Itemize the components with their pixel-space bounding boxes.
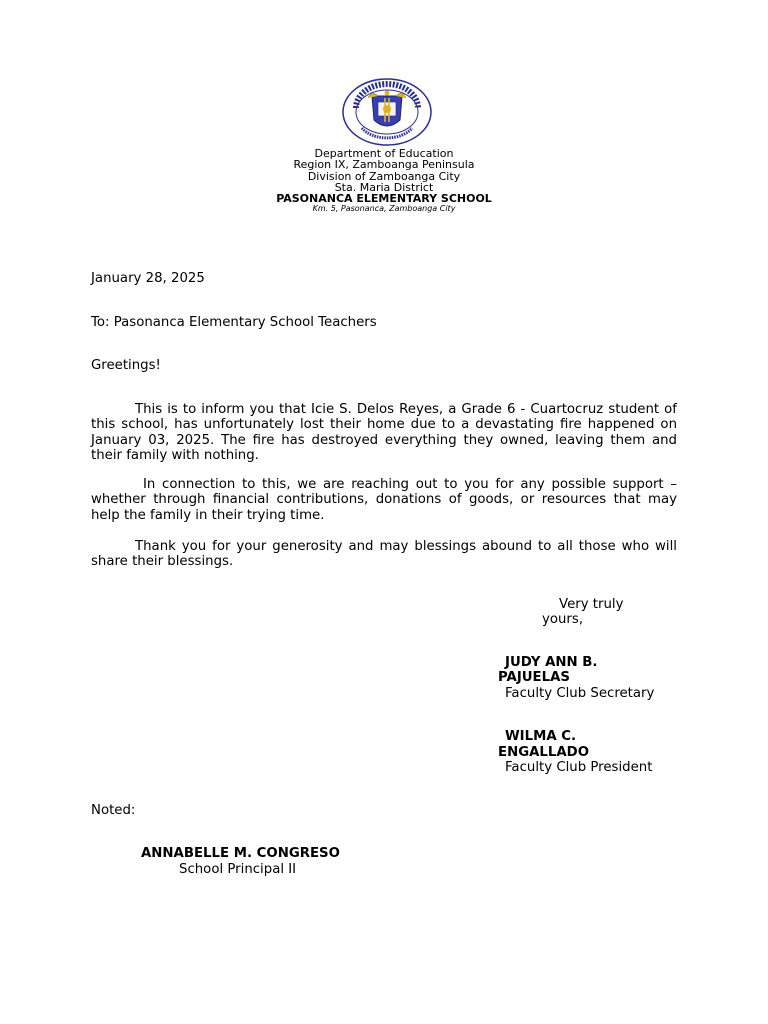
signatory-1-name-line-1: JUDY ANN B. bbox=[505, 655, 598, 670]
paragraph-appeal: In connection to this, we are reaching out to you for any possible support – whether through financial contributions, donations of goods, or resources that may help the family in their trying time. bbox=[91, 477, 677, 523]
closing-line-2: yours, bbox=[542, 612, 584, 627]
letter-greeting: Greetings! bbox=[91, 358, 161, 373]
paragraph-incident: This is to inform you that Icie S. Delos Reyes, a Grade 6 - Cuartocruz student of this school, has unfortunately lost their home due to a devastating fire happened on January 03, 2025. The fire has destroyed everything they owned, leaving them and their family with nothing. bbox=[91, 402, 677, 463]
division-name: Division of Zamboanga City bbox=[307, 169, 461, 183]
noted-label: Noted: bbox=[91, 803, 136, 818]
paragraph-thanks: Thank you for your generosity and may blessings abound to all those who will share their blessings. bbox=[91, 539, 677, 570]
signatory-2-name-line-1: WILMA C. bbox=[505, 729, 577, 744]
signatory-2-title: Faculty Club President bbox=[505, 760, 653, 775]
letterhead bbox=[0, 148, 768, 214]
letter-date: January 28, 2025 bbox=[91, 271, 205, 286]
letter-recipient: To: Pasonanca Elementary School Teachers bbox=[91, 315, 377, 330]
school-name: PASONANCA ELEMENTARY SCHOOL bbox=[276, 192, 492, 206]
district-name: Sta. Maria District bbox=[334, 180, 434, 194]
deped-seal-logo bbox=[342, 78, 432, 146]
signatory-2-name-line-2: ENGALLADO bbox=[498, 745, 589, 760]
principal-title: School Principal II bbox=[179, 862, 297, 877]
signatory-1-name-line-2: PAJUELAS bbox=[498, 670, 570, 685]
school-address: Km. 5, Pasonanca, Zamboanga City bbox=[312, 204, 456, 214]
region-name: Region IX, Zamboanga Peninsula bbox=[293, 158, 475, 172]
department-name: Department of Education bbox=[314, 147, 454, 160]
signatory-1-title: Faculty Club Secretary bbox=[505, 686, 655, 701]
closing-line-1: Very truly bbox=[559, 597, 624, 612]
principal-name: ANNABELLE M. CONGRESO bbox=[141, 846, 340, 861]
